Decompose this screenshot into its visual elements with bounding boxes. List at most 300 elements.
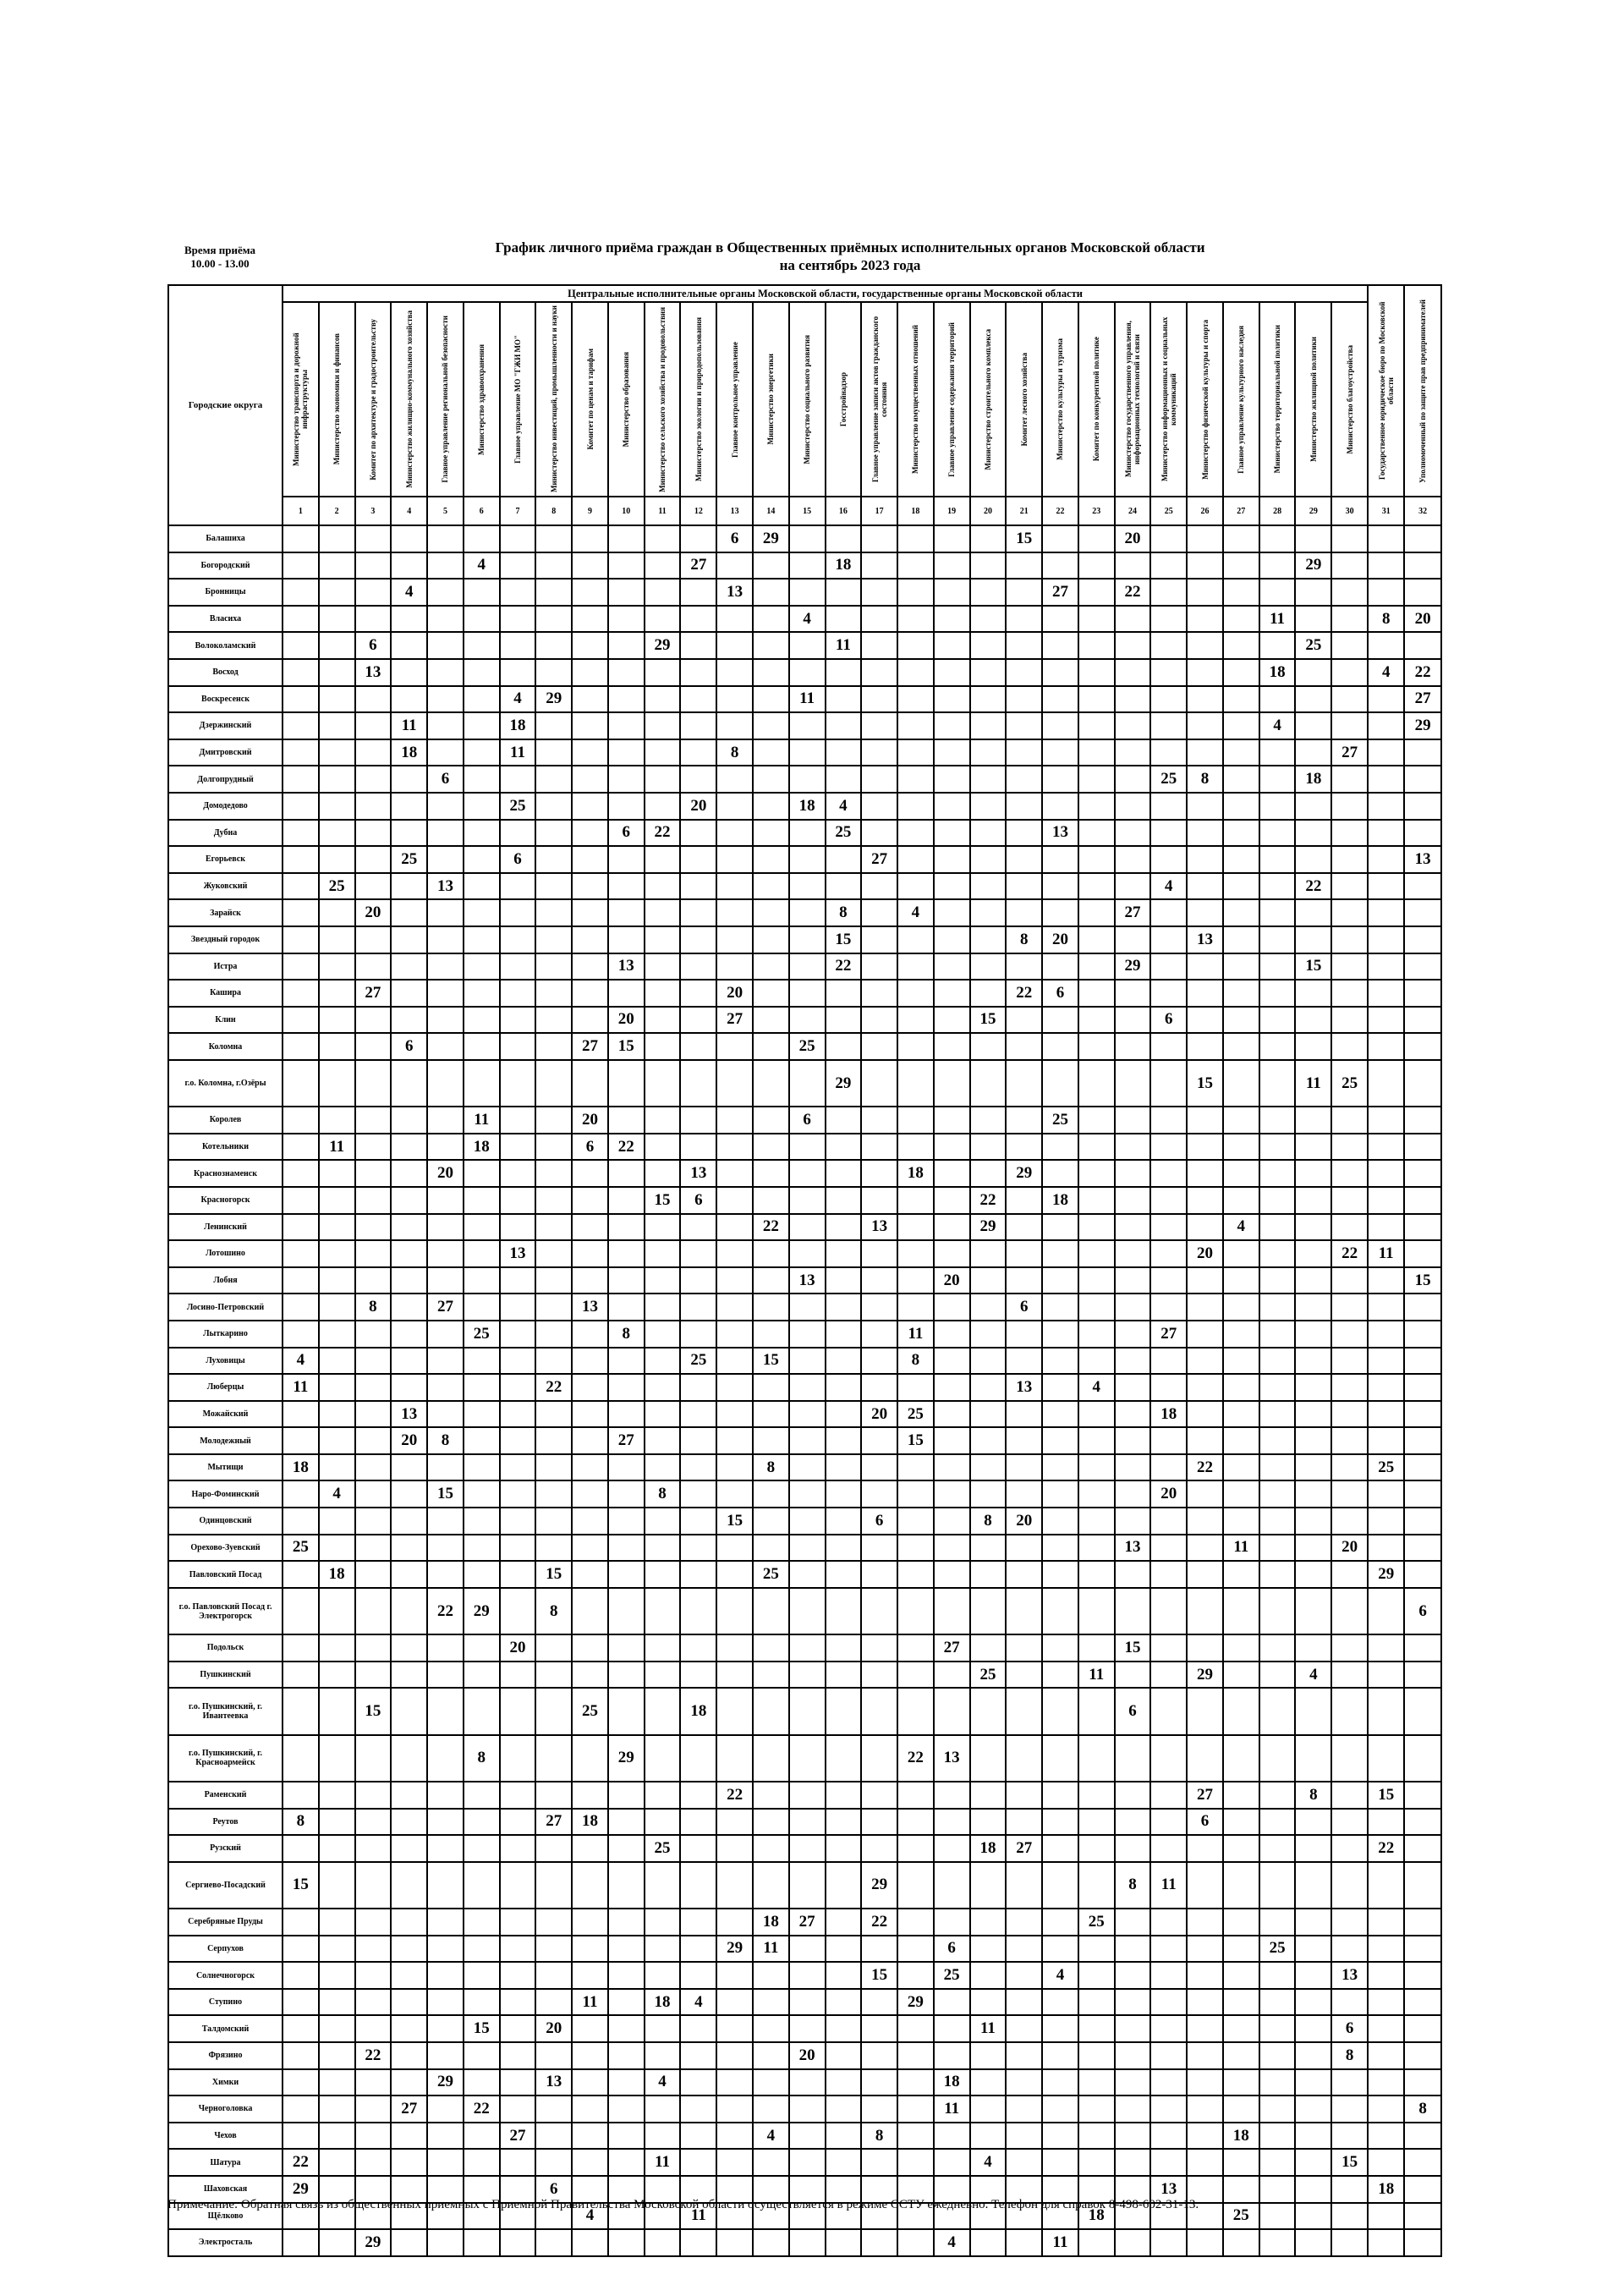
schedule-day-cell (1078, 1134, 1115, 1161)
schedule-day-cell (355, 1160, 392, 1187)
schedule-day-cell (716, 1033, 753, 1060)
schedule-day-cell: 22 (645, 820, 681, 847)
schedule-day-cell: 13 (608, 953, 645, 980)
column-number: 3 (355, 497, 392, 525)
schedule-day-cell (970, 1267, 1007, 1294)
schedule-day-cell (391, 1835, 427, 1862)
schedule-day-cell (1331, 1782, 1368, 1809)
schedule-day-cell (319, 1909, 355, 1936)
schedule-day-cell (716, 1909, 753, 1936)
schedule-day-cell (680, 899, 716, 926)
schedule-day-cell (934, 980, 970, 1007)
schedule-day-cell (645, 686, 681, 713)
schedule-day-cell: 22 (826, 953, 862, 980)
schedule-day-cell (1368, 1480, 1404, 1508)
schedule-day-cell (500, 632, 536, 659)
schedule-day-cell (934, 606, 970, 633)
schedule-day-cell (934, 1480, 970, 1508)
schedule-day-cell: 4 (1150, 873, 1187, 900)
schedule-day-cell (464, 1936, 500, 1963)
schedule-day-cell: 18 (319, 1561, 355, 1588)
agency-header (716, 302, 753, 497)
schedule-day-cell: 20 (355, 899, 392, 926)
schedule-day-cell (1006, 1060, 1042, 1107)
schedule-day-cell: 11 (897, 1321, 934, 1348)
schedule-day-cell (1115, 659, 1151, 686)
schedule-day-cell (391, 1782, 427, 1809)
schedule-day-cell (680, 1835, 716, 1862)
schedule-day-cell (1078, 1240, 1115, 1267)
schedule-day-cell (464, 579, 500, 606)
schedule-day-cell: 6 (500, 846, 536, 873)
schedule-day-cell (355, 793, 392, 820)
schedule-day-cell (427, 1936, 464, 1963)
schedule-table (167, 284, 1442, 2257)
schedule-day-cell (500, 2096, 536, 2123)
schedule-day-cell (826, 1782, 862, 1809)
schedule-day-cell (283, 1962, 319, 1989)
schedule-day-cell: 15 (1295, 953, 1331, 980)
schedule-day-cell (464, 953, 500, 980)
schedule-day-cell (1223, 632, 1259, 659)
schedule-day-cell (861, 739, 897, 766)
schedule-day-cell (427, 953, 464, 980)
schedule-day-cell (355, 1909, 392, 1936)
schedule-day-cell: 8 (427, 1427, 464, 1454)
schedule-day-cell (861, 2149, 897, 2176)
schedule-day-cell (826, 2149, 862, 2176)
schedule-day-cell (391, 1588, 427, 1634)
schedule-day-cell (753, 1735, 789, 1782)
table-row (168, 793, 1441, 820)
schedule-day-cell (970, 2123, 1007, 2150)
schedule-day-cell (319, 1240, 355, 1267)
schedule-day-cell (1404, 1989, 1441, 2016)
schedule-day-cell (1295, 1735, 1331, 1782)
schedule-day-cell (1259, 1454, 1296, 1481)
schedule-day-cell (608, 1060, 645, 1107)
table-row (168, 2042, 1441, 2069)
schedule-day-cell: 13 (1042, 820, 1078, 847)
schedule-day-cell (1150, 1782, 1187, 1809)
schedule-day-cell: 13 (427, 873, 464, 900)
schedule-day-cell (535, 1782, 572, 1809)
agency-header (355, 302, 392, 497)
schedule-day-cell (535, 1240, 572, 1267)
schedule-day-cell (464, 1187, 500, 1214)
schedule-day-cell (391, 820, 427, 847)
schedule-day-cell (1006, 579, 1042, 606)
schedule-day-cell (897, 1134, 934, 1161)
schedule-day-cell (753, 712, 789, 739)
schedule-day-cell: 15 (645, 1187, 681, 1214)
schedule-day-cell: 18 (789, 793, 826, 820)
schedule-day-cell (283, 873, 319, 900)
schedule-day-cell: 18 (1078, 2203, 1115, 2230)
schedule-day-cell (608, 2015, 645, 2042)
schedule-day-cell (645, 953, 681, 980)
schedule-day-cell (319, 1782, 355, 1809)
schedule-day-cell (535, 739, 572, 766)
schedule-day-cell (716, 2015, 753, 2042)
schedule-day-cell: 20 (1006, 1508, 1042, 1535)
schedule-day-cell (500, 552, 536, 579)
schedule-day-cell (319, 1809, 355, 1836)
schedule-day-cell (716, 1240, 753, 1267)
schedule-day-cell (572, 1214, 608, 1241)
schedule-day-cell (283, 1007, 319, 1034)
schedule-day-cell (1187, 820, 1223, 847)
schedule-day-cell (535, 793, 572, 820)
schedule-day-cell (1331, 1107, 1368, 1134)
schedule-day-cell (1115, 1962, 1151, 1989)
schedule-day-cell (1187, 1267, 1223, 1294)
schedule-day-cell (608, 1835, 645, 1862)
schedule-day-cell (753, 899, 789, 926)
schedule-day-cell: 29 (897, 1989, 934, 2016)
schedule-day-cell (1150, 1214, 1187, 1241)
schedule-day-cell (861, 1535, 897, 1562)
column-number: 25 (1150, 497, 1187, 525)
schedule-day-cell (608, 1782, 645, 1809)
district-name: Серебряные Пруды (168, 1909, 283, 1936)
schedule-day-cell: 4 (1295, 1662, 1331, 1689)
schedule-day-cell (355, 1134, 392, 1161)
schedule-day-cell (1006, 659, 1042, 686)
column-number: 1 (283, 497, 319, 525)
schedule-day-cell (645, 846, 681, 873)
district-name: Кашира (168, 980, 283, 1007)
schedule-day-cell (970, 632, 1007, 659)
schedule-day-cell (1078, 525, 1115, 552)
schedule-day-cell (753, 846, 789, 873)
schedule-day-cell (1187, 1214, 1223, 1241)
schedule-day-cell (645, 766, 681, 793)
schedule-day-cell (1150, 1588, 1187, 1634)
schedule-day-cell (1078, 1809, 1115, 1836)
schedule-day-cell (1115, 1267, 1151, 1294)
schedule-day-cell (680, 980, 716, 1007)
table-row (168, 1007, 1441, 1034)
schedule-day-cell (608, 2229, 645, 2256)
schedule-day-cell (572, 980, 608, 1007)
table-row (168, 1735, 1441, 1782)
schedule-day-cell (970, 2229, 1007, 2256)
schedule-day-cell (500, 1187, 536, 1214)
column-number: 6 (464, 497, 500, 525)
schedule-day-cell (645, 1782, 681, 1809)
district-name: г.о. Павловский Посад г. Электрогорск (168, 1588, 283, 1634)
schedule-day-cell (535, 1508, 572, 1535)
schedule-day-cell (572, 2149, 608, 2176)
schedule-day-cell (753, 2042, 789, 2069)
schedule-day-cell (716, 1535, 753, 1562)
schedule-day-cell: 25 (319, 873, 355, 900)
schedule-day-cell (1404, 632, 1441, 659)
schedule-day-cell (464, 1374, 500, 1401)
schedule-day-cell (1404, 2149, 1441, 2176)
schedule-day-cell (572, 846, 608, 873)
schedule-day-cell (500, 2069, 536, 2096)
schedule-day-cell (283, 1294, 319, 1321)
schedule-day-cell (500, 1862, 536, 1909)
group-header: Центральные исполнительные органы Московской области, государственные органы Московской области (283, 285, 1368, 302)
schedule-day-cell (319, 1508, 355, 1535)
schedule-day-cell (753, 1427, 789, 1454)
schedule-day-cell: 20 (1331, 1535, 1368, 1562)
schedule-day-cell: 6 (355, 632, 392, 659)
schedule-day-cell (680, 2229, 716, 2256)
schedule-day-cell (1078, 926, 1115, 953)
schedule-day-cell (645, 1634, 681, 1662)
schedule-day-cell (645, 793, 681, 820)
schedule-day-cell (535, 953, 572, 980)
agency-name: Министерство социального развития (803, 334, 812, 464)
schedule-day-cell: 6 (789, 1107, 826, 1134)
schedule-day-cell (1187, 552, 1223, 579)
schedule-day-cell (1187, 2015, 1223, 2042)
schedule-day-cell: 25 (391, 846, 427, 873)
schedule-day-cell (283, 525, 319, 552)
schedule-day-cell (1115, 793, 1151, 820)
schedule-day-cell (535, 1007, 572, 1034)
schedule-day-cell (970, 1862, 1007, 1909)
schedule-day-cell (1115, 2015, 1151, 2042)
table-row (168, 766, 1441, 793)
schedule-day-cell (1331, 926, 1368, 953)
schedule-day-cell (645, 739, 681, 766)
schedule-day-cell: 27 (716, 1007, 753, 1034)
schedule-day-cell (934, 2042, 970, 2069)
schedule-day-cell (608, 1508, 645, 1535)
schedule-day-cell (355, 1240, 392, 1267)
schedule-day-cell (355, 1454, 392, 1481)
agency-header (826, 302, 862, 497)
district-name: Пушкинский (168, 1662, 283, 1689)
schedule-day-cell (716, 1454, 753, 1481)
schedule-day-cell (716, 1160, 753, 1187)
schedule-day-cell (1295, 606, 1331, 633)
table-row (168, 953, 1441, 980)
schedule-day-cell (897, 1535, 934, 1562)
schedule-day-cell (1404, 2229, 1441, 2256)
schedule-day-cell (680, 1294, 716, 1321)
schedule-day-cell (897, 1688, 934, 1734)
district-name: Чехов (168, 2123, 283, 2150)
schedule-day-cell (1223, 1862, 1259, 1909)
schedule-day-cell (1404, 1427, 1441, 1454)
schedule-day-cell (897, 846, 934, 873)
agency-name: Главное управление культурного наследия (1237, 325, 1246, 474)
schedule-day-cell (861, 1007, 897, 1034)
table-row (168, 579, 1441, 606)
schedule-day-cell (1295, 899, 1331, 926)
schedule-day-cell (934, 793, 970, 820)
agency-header (897, 302, 934, 497)
district-name: Ступино (168, 1989, 283, 2016)
schedule-day-cell (283, 1688, 319, 1734)
schedule-day-cell (716, 1401, 753, 1428)
schedule-day-cell (427, 2229, 464, 2256)
schedule-day-cell (283, 1401, 319, 1428)
schedule-day-cell (572, 2042, 608, 2069)
schedule-day-cell (355, 2123, 392, 2150)
schedule-day-cell (1223, 766, 1259, 793)
schedule-day-cell (1223, 1007, 1259, 1034)
schedule-day-cell (1006, 1401, 1042, 1428)
schedule-day-cell: 20 (1042, 926, 1078, 953)
schedule-day-cell (861, 953, 897, 980)
schedule-day-cell (1042, 659, 1078, 686)
schedule-day-cell (1295, 1480, 1331, 1508)
schedule-day-cell (1404, 1007, 1441, 1034)
schedule-day-cell (680, 1561, 716, 1588)
schedule-day-cell (1223, 1936, 1259, 1963)
schedule-day-cell (1078, 1321, 1115, 1348)
schedule-day-cell (934, 1454, 970, 1481)
schedule-day-cell (283, 632, 319, 659)
schedule-day-cell (1368, 1033, 1404, 1060)
schedule-day-cell (1404, 1033, 1441, 1060)
schedule-day-cell (1150, 1374, 1187, 1401)
agency-header (680, 302, 716, 497)
schedule-day-cell (970, 525, 1007, 552)
schedule-day-cell (680, 2149, 716, 2176)
schedule-day-cell (1295, 1909, 1331, 1936)
schedule-day-cell (970, 793, 1007, 820)
schedule-day-cell (355, 926, 392, 953)
schedule-day-cell: 27 (1115, 899, 1151, 926)
schedule-day-cell (789, 1007, 826, 1034)
schedule-day-cell (500, 1348, 536, 1375)
schedule-day-cell (283, 1480, 319, 1508)
schedule-day-cell (319, 1294, 355, 1321)
schedule-day-cell (1078, 793, 1115, 820)
schedule-day-cell (283, 739, 319, 766)
schedule-day-cell: 25 (1259, 1936, 1296, 1963)
schedule-day-cell (319, 899, 355, 926)
schedule-day-cell: 11 (500, 739, 536, 766)
schedule-day-cell (572, 632, 608, 659)
schedule-day-cell (427, 1809, 464, 1836)
schedule-day-cell (1331, 1809, 1368, 1836)
schedule-day-cell (427, 1688, 464, 1734)
schedule-day-cell (1331, 1214, 1368, 1241)
schedule-day-cell (789, 552, 826, 579)
table-row (168, 1962, 1441, 1989)
schedule-day-cell (897, 980, 934, 1007)
schedule-day-cell (355, 1267, 392, 1294)
schedule-day-cell (355, 712, 392, 739)
schedule-day-cell (608, 1688, 645, 1734)
schedule-day-cell (355, 1735, 392, 1782)
schedule-day-cell (716, 1480, 753, 1508)
schedule-day-cell (1187, 1634, 1223, 1662)
schedule-day-cell (716, 1662, 753, 1689)
schedule-day-cell (572, 820, 608, 847)
schedule-day-cell (391, 2069, 427, 2096)
schedule-day-cell (716, 552, 753, 579)
schedule-day-cell (391, 899, 427, 926)
schedule-day-cell (1223, 1294, 1259, 1321)
schedule-day-cell (427, 1962, 464, 1989)
schedule-day-cell (464, 846, 500, 873)
schedule-day-cell (1187, 1401, 1223, 1428)
schedule-day-cell (826, 1561, 862, 1588)
schedule-day-cell (608, 2123, 645, 2150)
schedule-day-cell (319, 1936, 355, 1963)
schedule-day-cell: 15 (753, 1348, 789, 1375)
schedule-day-cell (464, 606, 500, 633)
schedule-day-cell (1042, 2069, 1078, 2096)
schedule-day-cell: 15 (1331, 2149, 1368, 2176)
schedule-day-cell: 13 (861, 1214, 897, 1241)
schedule-day-cell (1187, 606, 1223, 633)
schedule-day-cell (572, 686, 608, 713)
schedule-day-cell (283, 1561, 319, 1588)
schedule-day-cell (283, 1060, 319, 1107)
schedule-day-cell (789, 2069, 826, 2096)
schedule-day-cell (1223, 686, 1259, 713)
schedule-day-cell (427, 1214, 464, 1241)
schedule-day-cell (464, 766, 500, 793)
schedule-day-cell (1042, 606, 1078, 633)
schedule-day-cell (1078, 1033, 1115, 1060)
schedule-day-cell: 8 (1404, 2096, 1441, 2123)
schedule-day-cell (1115, 980, 1151, 1007)
schedule-day-cell (391, 1735, 427, 1782)
schedule-day-cell (753, 1588, 789, 1634)
schedule-day-cell (934, 1835, 970, 1862)
schedule-day-cell (500, 1267, 536, 1294)
schedule-day-cell (319, 1187, 355, 1214)
schedule-day-cell (1078, 579, 1115, 606)
schedule-day-cell (1078, 873, 1115, 900)
schedule-day-cell (1006, 953, 1042, 980)
schedule-day-cell (464, 2069, 500, 2096)
schedule-day-cell (1259, 2229, 1296, 2256)
schedule-day-cell (1368, 1535, 1404, 1562)
schedule-day-cell: 4 (1368, 659, 1404, 686)
column-number: 20 (970, 497, 1007, 525)
schedule-day-cell (608, 926, 645, 953)
schedule-day-cell (1331, 1294, 1368, 1321)
schedule-day-cell (716, 873, 753, 900)
schedule-day-cell (716, 953, 753, 980)
schedule-day-cell (970, 1374, 1007, 1401)
schedule-day-cell (572, 1936, 608, 1963)
schedule-day-cell: 11 (464, 1107, 500, 1134)
schedule-day-cell (826, 1480, 862, 1508)
schedule-day-cell (1223, 1809, 1259, 1836)
schedule-day-cell (500, 1962, 536, 1989)
schedule-day-cell (500, 820, 536, 847)
schedule-day-cell (789, 1214, 826, 1241)
table-row (168, 2069, 1441, 2096)
schedule-day-cell (1042, 1909, 1078, 1936)
schedule-day-cell (861, 1033, 897, 1060)
agency-name: Госстройнадзор (838, 371, 848, 427)
schedule-day-cell (1042, 2123, 1078, 2150)
schedule-day-cell (1331, 1508, 1368, 1535)
schedule-day-cell (355, 1374, 392, 1401)
schedule-day-cell (1115, 1134, 1151, 1161)
schedule-day-cell (970, 1160, 1007, 1187)
schedule-day-cell (391, 873, 427, 900)
schedule-day-cell (608, 1267, 645, 1294)
schedule-day-cell (861, 552, 897, 579)
schedule-day-cell (1115, 2229, 1151, 2256)
